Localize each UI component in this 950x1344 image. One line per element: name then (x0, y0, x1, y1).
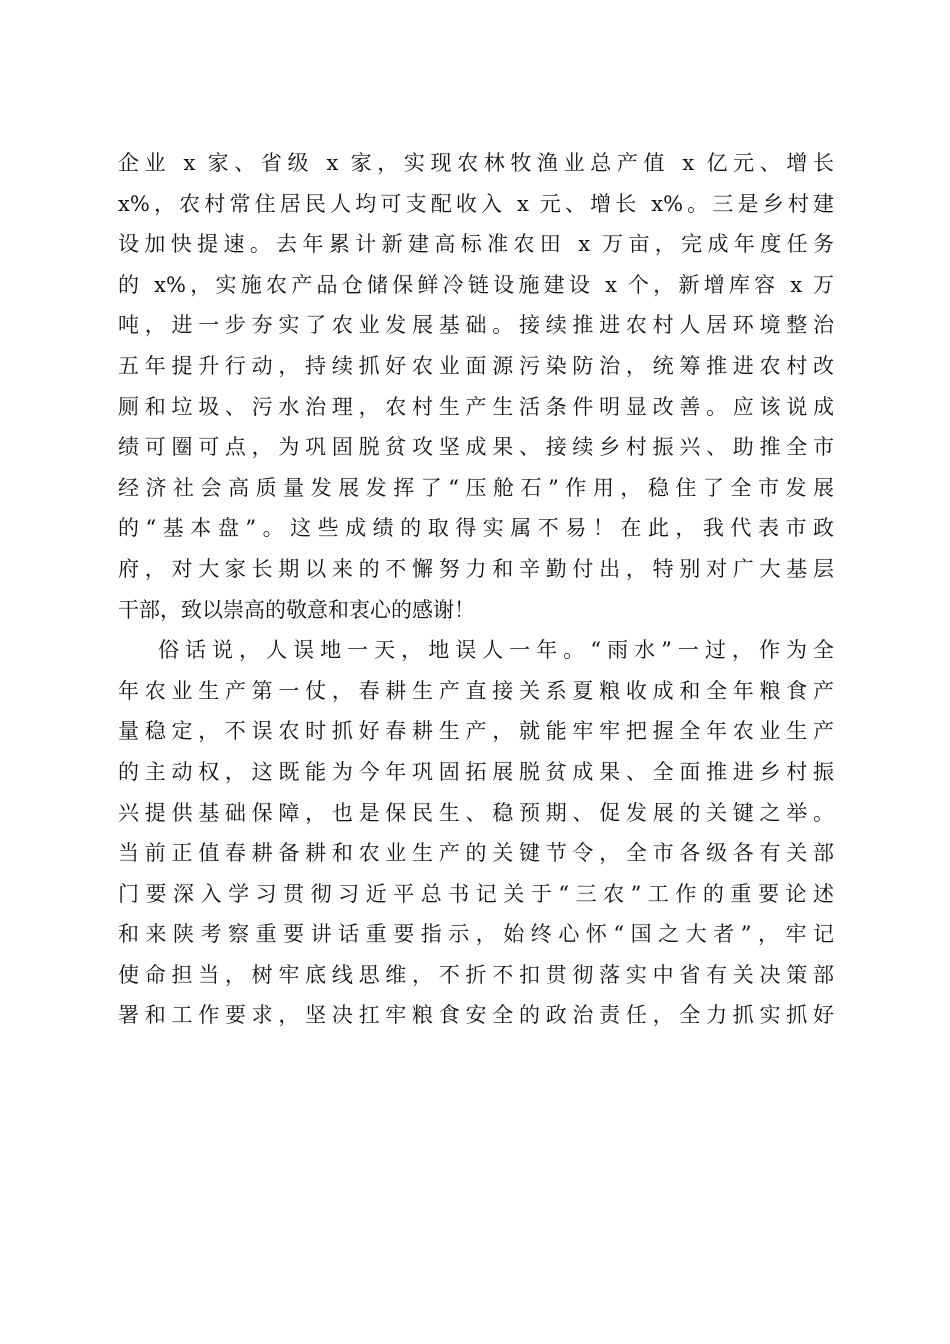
text-line: 厕和垃圾、污水治理，农村生产生活条件明显改善。应该说成 (118, 394, 834, 419)
text-line: 和来陕考察重要讲话重要指示，始终心怀“国之大者”，牢记 (118, 922, 834, 947)
text-line: 门要深入学习贯彻习近平总书记关于“三农”工作的重要论述 (118, 881, 834, 906)
text-line: 的主动权，这既能为今年巩固拓展脱贫成果、全面推进乡村振 (118, 759, 834, 784)
text-line: 年农业生产第一仗，春耕生产直接关系夏粮收成和全年粮食产 (118, 678, 834, 703)
text-line: 设加快提速。去年累计新建高标准农田 x 万亩，完成年度任务 (118, 232, 834, 257)
text-line: 经济社会高质量发展发挥了“压舱石”作用，稳住了全市发展 (118, 475, 834, 500)
text-line: 府，对大家长期以来的不懈努力和辛勤付出，特别对广大基层 (118, 556, 834, 581)
text-line: 吨，进一步夯实了农业发展基础。接续推进农村人居环境整治 (118, 313, 834, 338)
text-line: 当前正值春耕备耕和农业生产的关键节令，全市各级各有关部 (118, 841, 834, 866)
text-line: 的 x%，实施农产品仓储保鲜冷链设施建设 x 个，新增库容 x 万 (118, 272, 834, 297)
text-line: 使命担当，树牢底线思维，不折不扣贯彻落实中省有关决策部 (118, 962, 834, 987)
text-line: 五年提升行动，持续抓好农业面源污染防治，统筹推进农村改 (118, 353, 834, 378)
paragraph-1 (118, 143, 834, 630)
text-line: 署和工作要求，坚决扛牢粮食安全的政治责任，全力抓实抓好 (118, 1003, 834, 1028)
document-body (118, 143, 834, 1036)
text-line: 兴提供基础保障，也是保民生、稳预期、促发展的关键之举。 (118, 800, 834, 825)
text-line: 绩可圈可点，为巩固脱贫攻坚成果、接续乡村振兴、助推全市 (118, 435, 834, 460)
text-line: 干部，致以崇高的敬意和衷心的感谢！ (118, 597, 475, 622)
text-line: 的“基本盘”。这些成绩的取得实属不易！在此，我代表市政 (118, 516, 834, 541)
text-line: x%，农村常住居民人均可支配收入 x 元、增长 x%。三是乡村建 (118, 191, 834, 216)
paragraph-2 (118, 630, 834, 1036)
text-line: 俗话说，人误地一天，地误人一年。“雨水”一过，作为全 (158, 638, 834, 663)
text-line: 量稳定，不误农时抓好春耕生产，就能牢牢把握全年农业生产 (118, 719, 834, 744)
text-line: 企业 x 家、省级 x 家，实现农林牧渔业总产值 x 亿元、增长 (118, 151, 834, 175)
